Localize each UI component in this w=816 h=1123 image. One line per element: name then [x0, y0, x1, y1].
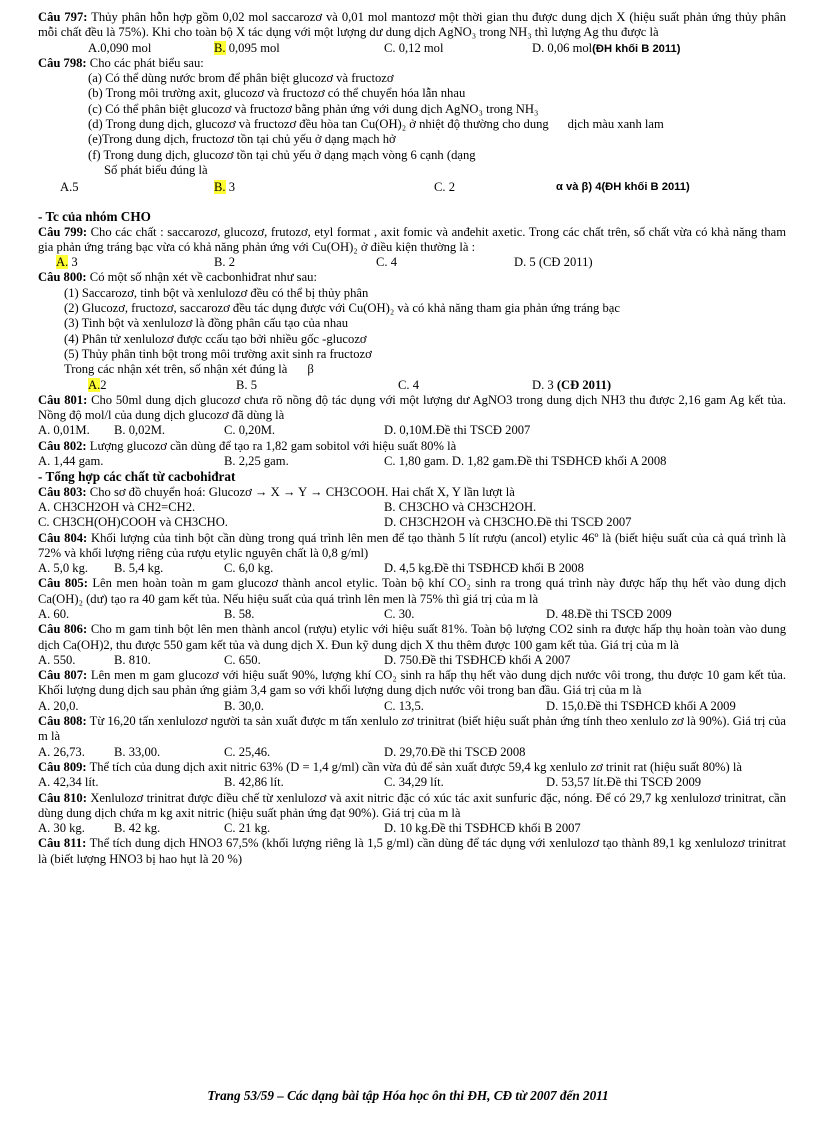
- answer-options: [38, 255, 786, 270]
- option-c: C. 34,29 lít.: [384, 775, 444, 790]
- answer-highlight: B.: [214, 180, 226, 195]
- answer-options: [38, 178, 786, 196]
- question-text: Lượng glucozơ cần dùng để tạo ra 1,82 gam sobitol với hiệu suất 80% là: [89, 438, 457, 453]
- count-prompt: [38, 362, 786, 377]
- question-text: Cho m gam tinh bột lên men thành ancol (rượu) etylic với hiệu suất 81%. Toàn bộ lượng CO2 sinh ra được hấp thụ hoàn toàn vào dung dịch Ca(OH)2, thu được 550 gam kết tủa và dung dịch X. Đun kỹ dung dịch X thu thêm được 100 gam kết tủa. Giá trị của m là: [38, 622, 786, 652]
- question-text: Cho 50ml dung dịch glucozơ chưa rõ nồng độ tác dụng với một lượng dư AgNO3 trong dung dịch NH3 thu được 2,16 gam Ag kết tủa. Nồng độ mol/l của dung dịch glucozơ đã dùng là: [38, 392, 786, 423]
- option-c: C. 1,80 gam. D. 1,82 gam.Đề thi TSĐHCĐ khối A 2008: [384, 454, 667, 469]
- question-802: [38, 439, 786, 454]
- question-808: [38, 714, 786, 745]
- section-heading: - Tổng hợp các chất từ cacbohiđrat: [38, 469, 236, 485]
- option-b: B. 30,0.: [224, 698, 264, 713]
- option-c: C. 0,12 mol: [384, 40, 444, 55]
- answer-options: [38, 454, 786, 469]
- option-c: C. 2: [434, 180, 455, 195]
- statement-item: (f) Trong dung dịch, glucozơ tồn tại chủ yếu ở dạng mạch vòng 6 cạnh (dạng: [88, 147, 476, 162]
- statement-item: (a) Có thể dùng nước brom để phân biệt glucozơ và fructozơ: [88, 71, 394, 86]
- option-a: A. 30 kg.: [38, 821, 85, 836]
- question-809: [38, 760, 786, 775]
- beta-symbol: β: [307, 362, 314, 377]
- option-d: D. 48.Đề thi TSCĐ 2009: [546, 606, 672, 621]
- option-b: B. 0,02M.: [114, 423, 166, 438]
- question-number: Câu 801:: [38, 392, 88, 407]
- option-c: C. 4: [398, 377, 419, 392]
- question-number: Câu 803:: [38, 484, 87, 499]
- question-text: Cho sơ đồ chuyển hoá: Glucozơ → X → Y → CH3COOH. Hai chất X, Y lần lượt là: [89, 484, 515, 499]
- question-806: [38, 622, 786, 653]
- option-d: [556, 178, 690, 196]
- option-d: D. 15,0.Đề thi TSĐHCĐ khối A 2009: [546, 698, 736, 713]
- option-d: D. 53,57 lít.Đề thi TSCĐ 2009: [546, 775, 702, 790]
- option-a: A. CH3CH2OH và CH2=CH2.: [38, 499, 196, 514]
- option-a: A. 60.: [38, 606, 70, 621]
- question-799: [38, 225, 786, 256]
- question-text: Cho các chất : saccarozơ, glucozơ, frutozơ, etyl format , axit fomic và anđehit axetic. Trong các chất trên, số chất vừa có khả năng tham gia phản ứng tráng bạc vừa có khả năng phản ứng với Cu(OH)₂ ở điều kiện thường là :: [38, 224, 786, 254]
- option-d: D. CH3CH2OH và CH3CHO.Đề thi TSCĐ 2007: [384, 515, 632, 530]
- question-number: Câu 810:: [38, 790, 87, 805]
- option-c: C. 0,20M.: [224, 423, 276, 438]
- option-d-text: α và β) 4: [556, 181, 602, 194]
- exam-source: (ĐH khối B 2011): [592, 42, 681, 55]
- answer-options: [38, 515, 786, 530]
- option-b: B. CH3CHO và CH3CH2OH.: [384, 499, 537, 514]
- option-d: D. 4,5 kg.Đề thi TSĐHCĐ khối B 2008: [384, 561, 584, 576]
- question-text: Thể tích dung dịch HNO3 67,5% (khối lượng riêng là 1,5 g/ml) cần dùng để tác dụng với xenlulozơ tạo thành 89,1 kg xenlulozơ trinitrat là (biết lượng HNO3 bị hao hụt là 20 %): [38, 836, 786, 866]
- option-c: C. 25,46.: [224, 744, 271, 759]
- exam-source: (ĐH khối B 2011): [601, 181, 690, 194]
- option-c: C. 21 kg.: [224, 821, 271, 836]
- option-a: A. 20,0.: [38, 698, 79, 713]
- option-b: B. 42 kg.: [114, 821, 161, 836]
- question-number: Câu 799:: [38, 224, 88, 239]
- question-800: [38, 270, 786, 285]
- question-803: [38, 485, 786, 500]
- option-c: C. 13,5.: [384, 698, 424, 713]
- question-810: [38, 791, 786, 822]
- option-d: D. 10 kg.Đề thi TSĐHCĐ khối B 2007: [384, 821, 581, 836]
- answer-options: [38, 653, 786, 668]
- answer-highlight: B.: [214, 40, 226, 55]
- question-text: Lên men m gam glucozơ với hiệu suất 90%, lượng khí CO₂ sinh ra hấp thụ hết vào dung dịch nước vôi trong, thu được 10 gam kết tủa. Khối lượng dung dịch sau phản ứng giảm 3,4 gam so với khối lượng dung dịch nước vôi trong ban đầu. Giá trị của m là: [38, 668, 786, 698]
- question-811: [38, 836, 786, 867]
- option-b: B. 5: [236, 377, 257, 392]
- question-number: Câu 804:: [38, 530, 88, 545]
- question-807: [38, 668, 786, 699]
- answer-options: [38, 41, 786, 56]
- statement-item: (1) Saccarozơ, tinh bột và xenlulozơ đều có thể bị thủy phân: [64, 285, 369, 300]
- question-number: Câu 798:: [38, 55, 87, 70]
- option-b: B. 2: [214, 255, 235, 270]
- option-d: [532, 378, 611, 393]
- answer-highlight: A.: [56, 255, 69, 270]
- option-b-text: 0,095 mol: [225, 40, 280, 55]
- option-d: [532, 41, 680, 57]
- question-804: [38, 531, 786, 562]
- option-b: B. 5,4 kg.: [114, 561, 164, 576]
- answer-options: [38, 745, 786, 760]
- statement-item: (d) Trong dung dịch, glucozơ và fructozơ đều hòa tan Cu(OH)₂ ở nhiệt độ thường cho dung dịch màu xanh lam: [88, 117, 664, 132]
- question-number: Câu 811:: [38, 836, 87, 851]
- question-number: Câu 800:: [38, 270, 87, 285]
- option-d-text: D. 0,06 mol: [532, 40, 593, 55]
- answer-options: [38, 500, 786, 515]
- question-text: Thể tích của dung dịch axit nitric 63% (D = 1,4 g/ml) cần vừa đủ để sản xuất được 59,4 kg xenlulo zơ trinit rat (hiệu suất 80%) là: [89, 759, 742, 774]
- option-b: B. 2,25 gam.: [224, 454, 289, 469]
- question-801: [38, 393, 786, 424]
- option-a-text: 2: [100, 377, 107, 392]
- option-a: [88, 378, 107, 393]
- question-number: Câu 806:: [38, 622, 88, 637]
- page-footer: Trang 53/59 – Các dạng bài tập Hóa học ôn thi ĐH, CĐ từ 2007 đến 2011: [207, 1088, 609, 1103]
- option-b: B. 42,86 lít.: [224, 775, 284, 790]
- option-a-text: 3: [68, 255, 78, 270]
- option-c: C. 6,0 kg.: [224, 561, 274, 576]
- question-805: [38, 576, 786, 607]
- option-c: C. 4: [376, 255, 397, 270]
- option-c: C. 30.: [384, 606, 415, 621]
- statement-item: (c) Có thể phân biệt glucozơ và fructozơ bằng phản ứng với dung dịch AgNO₃ trong NH₃: [88, 101, 539, 116]
- option-a: A. 42,34 lít.: [38, 775, 99, 790]
- option-b-text: 3: [225, 180, 236, 195]
- option-d-text: D. 3: [532, 377, 557, 392]
- question-text: Xenlulozơ trinitrat được điều chế từ xenlulozơ và axit nitric đặc có xúc tác axit sunfuric đặc, nóng. Để có 29,7 kg xenlulozơ trinitrat, cần dùng dung dịch chứa m kg axit nitric (hiệu suất phản ứng đạt 90%). Giá trị của m là: [38, 790, 787, 820]
- option-b: [214, 178, 235, 196]
- statement-item: (e)Trong dung dịch, fructozơ tồn tại chủ yếu ở dạng mạch hở: [88, 132, 396, 147]
- question-798: [38, 56, 786, 71]
- statement-item: (3) Tinh bột và xenlulozơ là đồng phân cấu tạo của nhau: [64, 316, 349, 331]
- question-number: Câu 805:: [38, 576, 88, 591]
- answer-options: [38, 561, 786, 576]
- exam-source: (CĐ 2011): [556, 377, 612, 392]
- option-a: A. 1,44 gam.: [38, 454, 104, 469]
- option-b: B. 810.: [114, 652, 151, 667]
- option-b: B. 58.: [224, 606, 255, 621]
- question-text: Lên men hoàn toàn m gam glucozơ thành ancol etylic. Toàn bộ khí CO₂ sinh ra trong quá trình này được hấp thụ hết vào dung dịch Ca(OH)₂ (dư) tạo ra 40 gam kết tủa. Nếu hiệu suất của quá trình lên men là 75% thì giá trị của m là: [38, 576, 786, 606]
- question-text: Từ 16,20 tấn xenlulozơ người ta sản xuất được m tấn xenlulo zơ trinitrat (biết hiệu suất phản ứng tính theo xenlulo zơ là 90%). Giá trị của m là: [38, 714, 786, 744]
- document-page: [38, 10, 786, 867]
- option-a: A. 26,73.: [38, 744, 85, 759]
- answer-highlight: A.: [88, 377, 101, 392]
- option-a: [56, 255, 78, 270]
- answer-options: [38, 423, 786, 438]
- option-a: A. 550.: [38, 652, 76, 667]
- answer-options: [38, 821, 786, 836]
- answer-options: [38, 775, 786, 790]
- question-number: Câu 797:: [38, 10, 88, 24]
- answer-options: [38, 378, 786, 393]
- option-b: [214, 41, 280, 56]
- option-a: A.5: [60, 180, 79, 195]
- question-text: Thủy phân hỗn hợp gồm 0,02 mol saccarozơ và 0,01 mol mantozơ một thời gian thu được dung dịch X (hiệu suất phản ứng thủy phân mỗi chất đều là 75%). Khi cho toàn bộ X tác dụng với một lượng dư dung dịch AgNO₃ trong NH₃ thì lượng Ag thu được là: [38, 10, 786, 40]
- option-c: C. CH3CH(OH)COOH và CH3CHO.: [38, 515, 228, 530]
- option-a: A.0,090 mol: [88, 40, 152, 55]
- count-prompt: Số phát biểu đúng là: [104, 162, 208, 177]
- question-number: Câu 808:: [38, 714, 87, 729]
- question-number: Câu 809:: [38, 759, 87, 774]
- option-d: D. 5 (CĐ 2011): [514, 255, 593, 270]
- question-text: Cho các phát biểu sau:: [89, 55, 204, 70]
- statement-item: (4) Phân tử xenlulozơ được ccấu tạo bởi nhiều gốc -glucozơ: [64, 331, 367, 346]
- count-prompt-text: Trong các nhận xét trên, số nhận xét đúng là: [64, 362, 288, 377]
- question-text: Có một số nhận xét về cacbonhiđrat như sau:: [89, 270, 317, 285]
- question-text: Khối lượng của tinh bột cần dùng trong quá trình lên men để tạo thành 5 lít rượu (ancol) etylic 46º là (biết hiệu suất của cả quá trình là 72% và khối lượng riêng của rượu etylic nguyên chất là 0,8 g/ml): [38, 530, 786, 560]
- statement-item: (5) Thủy phân tinh bột trong môi trường axit sinh ra fructozơ: [64, 346, 372, 361]
- answer-options: [38, 607, 786, 622]
- statement-item: (2) Glucozơ, fructozơ, saccarozơ đều tác dụng được với Cu(OH)₂ và có khả năng tham gia phản ứng tráng bạc: [64, 301, 620, 316]
- option-b: B. 33,00.: [114, 744, 161, 759]
- question-797: [38, 10, 786, 41]
- option-d: D. 0,10M.Đề thi TSCĐ 2007: [384, 423, 531, 438]
- option-a: A. 0,01M.: [38, 423, 90, 438]
- statement-item: (b) Trong môi trường axit, glucozơ và fructozơ có thể chuyển hóa lẫn nhau: [88, 86, 466, 101]
- question-number: Câu 807:: [38, 668, 88, 683]
- answer-options: [38, 699, 786, 714]
- question-number: Câu 802:: [38, 438, 87, 453]
- option-d: D. 750.Đề thi TSĐHCĐ khối A 2007: [384, 652, 571, 667]
- section-heading: - Tc của nhóm CHO: [38, 209, 151, 225]
- option-c: C. 650.: [224, 652, 261, 667]
- option-a: A. 5,0 kg.: [38, 561, 89, 576]
- option-d: D. 29,70.Đề thi TSCĐ 2008: [384, 744, 526, 759]
